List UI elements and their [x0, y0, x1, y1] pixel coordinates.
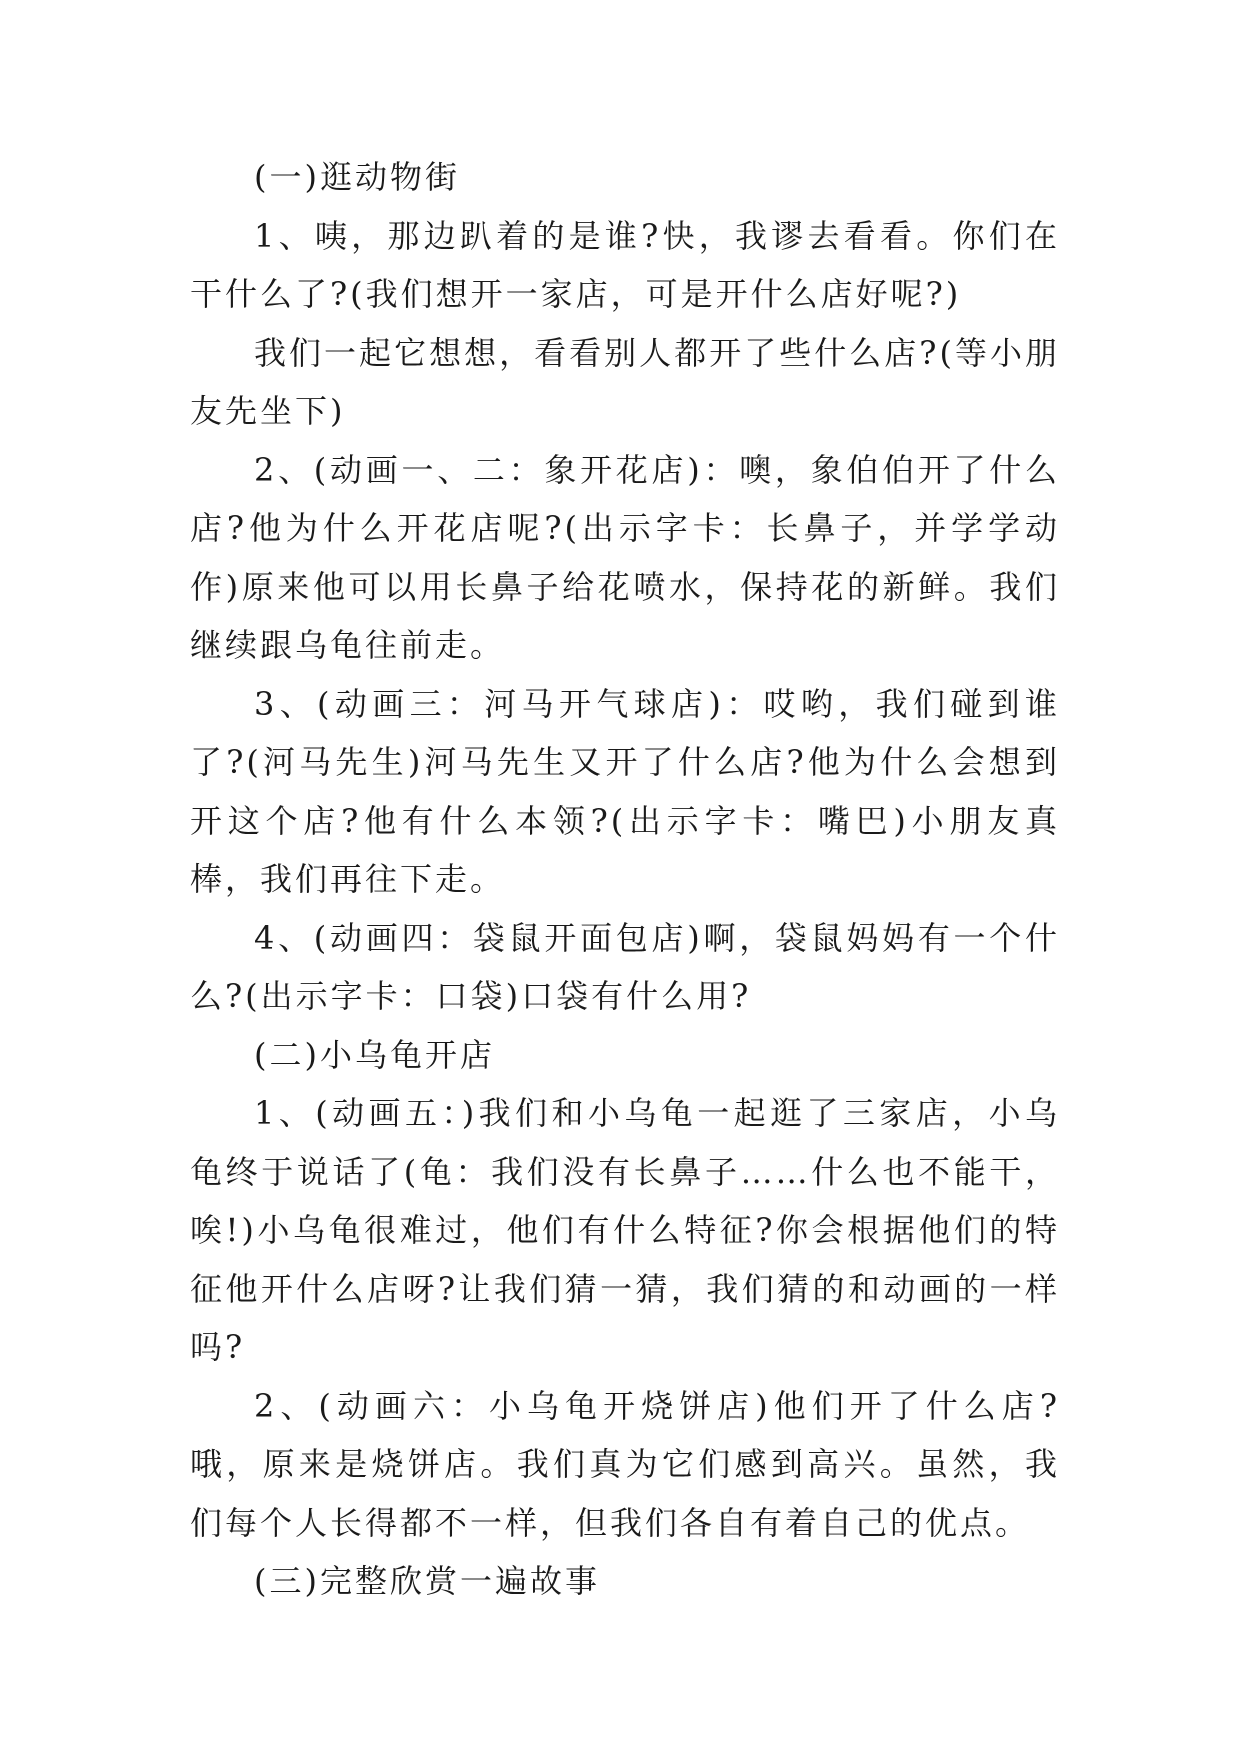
paragraph-7: 2、(动画六：小乌龟开烧饼店)他们开了什么店?哦，原来是烧饼店。我们真为它们感到高兴。虽然，我们每个人长得都不一样，但我们各自有着自己的优点。	[190, 1386, 1060, 1542]
paragraph-5: 4、(动画四：袋鼠开面包店)啊，袋鼠妈妈有一个什么?(出示字卡：口袋)口袋有什么用?	[190, 918, 1060, 1015]
paragraph-6: 1、(动画五：)我们和小乌龟一起逛了三家店，小乌龟终于说话了(龟：我们没有长鼻子……什么也不能干，唉!)小乌龟很难过，他们有什么特征?你会根据他们的特征他开什么店呀?让我们猜一猜，我们猜的和动画的一样吗?	[190, 1094, 1060, 1366]
section-heading-3: (三)完整欣赏一遍故事	[254, 1562, 600, 1600]
paragraph-3: 2、(动画一、二：象开花店)：噢，象伯伯开了什么店?他为什么开花店呢?(出示字卡：长鼻子，并学学动作)原来他可以用长鼻子给花喷水，保持花的新鲜。我们继续跟乌龟往前走。	[190, 450, 1060, 664]
paragraph-4: 3、(动画三：河马开气球店)：哎哟，我们碰到谁了?(河马先生)河马先生又开了什么店?他为什么会想到开这个店?他有什么本领?(出示字卡：嘴巴)小朋友真棒，我们再往下走。	[190, 684, 1060, 898]
section-heading-2: (二)小乌龟开店	[254, 1035, 495, 1074]
paragraph-2: 我们一起它想想，看看别人都开了些什么店?(等小朋友先坐下)	[190, 333, 1060, 430]
document-body	[190, 148, 1060, 1611]
paragraph-1: 1、咦，那边趴着的是谁?快，我谬去看看。你们在干什么了?(我们想开一家店，可是开什么店好呢?)	[190, 216, 1060, 313]
section-heading-1: (一)逛动物街	[254, 158, 460, 196]
